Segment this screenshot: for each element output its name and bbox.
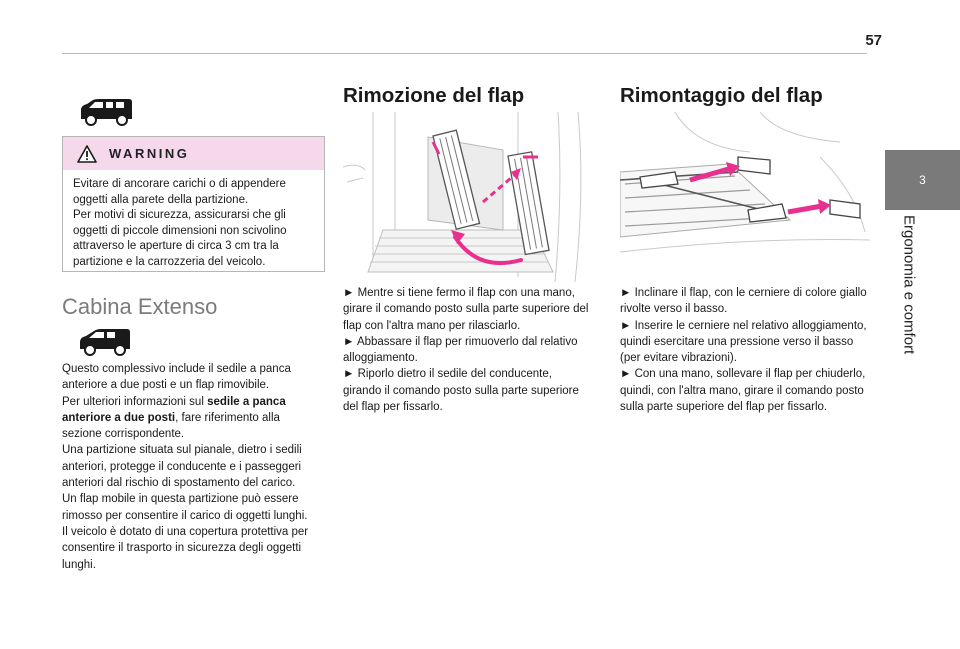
warning-line: oggetti di piccole dimensioni non scivolino [73, 224, 287, 237]
rimontaggio-line: sulla parte superiore del flap per fissarlo. [620, 401, 828, 414]
cabina-line: Un flap mobile in questa partizione può essere [62, 493, 299, 506]
warning-text [63, 170, 324, 271]
cabina-line: Una partizione situata sul pianale, dietro i sedili [62, 444, 302, 457]
rimozione-line: flap con l'altra mano per rilasciarlo. [343, 319, 521, 332]
cabina-line: consentire il trasporto in sicurezza degli oggetti [62, 542, 302, 555]
cabina-text [62, 361, 337, 573]
header-rule [62, 53, 867, 54]
cabina-line: anteriori dal rischio di spostamento del carico. [62, 477, 296, 490]
rimontaggio-line: ► Inclinare il flap, con le cerniere di colore giallo [620, 287, 867, 299]
warning-line: Per motivi di sicurezza, assicurarsi che gli [73, 209, 286, 222]
rimozione-line: girando il comando posto sulla parte superiore [343, 384, 579, 397]
warning-line: partizione e la carrozzeria del veicolo. [73, 255, 266, 268]
chapter-tab [885, 150, 960, 210]
rimontaggio-text [620, 285, 885, 415]
warning-title: WARNING [109, 146, 190, 161]
rimontaggio-line: (per evitare vibrazioni). [620, 352, 737, 365]
rimozione-line: ► Riporlo dietro il sedile del conducente, [343, 368, 552, 381]
section-title-rimontaggio: Rimontaggio del flap [620, 84, 823, 107]
cabina-bold-term: anteriore a due posti [62, 411, 176, 424]
cabina-line: rimosso per consentire il carico di oggetti lunghi. [62, 509, 308, 522]
rimozione-line: girare il comando posto sulla parte superiore del [343, 303, 589, 316]
rimontaggio-line: rivolte verso il basso. [620, 303, 728, 316]
cabina-bold-term: sedile a panca [207, 395, 286, 408]
rimozione-text [343, 285, 608, 415]
warning-line: attraverso le aperture di circa 3 cm tra la [73, 240, 279, 253]
warning-triangle-icon [77, 145, 97, 163]
warning-header [63, 137, 324, 170]
rimontaggio-line: quindi, con l'altra mano, girare il comando posto [620, 384, 864, 397]
cabina-line [62, 394, 337, 410]
warning-box [62, 136, 325, 272]
section-title-rimozione: Rimozione del flap [343, 84, 525, 107]
warning-line: oggetti alla parete della partizione. [73, 193, 249, 206]
chapter-number: 3 [919, 173, 926, 187]
section-title-cabina: Cabina Extenso [62, 294, 218, 319]
rimozione-line: del flap per fissarlo. [343, 401, 443, 414]
van-icon [77, 97, 135, 127]
cabina-line: lunghi. [62, 558, 96, 571]
rimontaggio-line: quindi esercitare una pressione verso il basso [620, 335, 854, 348]
rimontaggio-line: ► Con una mano, sollevare il flap per chiuderlo, [620, 368, 866, 381]
warning-line: Evitare di ancorare carichi o di appendere [73, 178, 286, 190]
van-icon [77, 327, 133, 357]
rimontaggio-line: ► Inserire le cerniere nel relativo alloggiamento, [620, 319, 867, 332]
rimozione-line: ► Mentre si tiene fermo il flap con una mano, [343, 287, 575, 299]
rimozione-line: alloggiamento. [343, 352, 418, 365]
cabina-line: Il veicolo è dotato di una copertura protettiva per [62, 525, 309, 538]
rimozione-line: ► Abbassare il flap per rimuoverlo dal relativo [343, 335, 578, 348]
cabina-line: anteriori, protegge il conducente e i passeggeri [62, 460, 302, 473]
cabina-line [62, 410, 337, 426]
flap-refit-illustration [620, 112, 870, 282]
cabina-line: anteriore a due posti e un flap rimovibile. [62, 379, 270, 392]
cabina-line-part: , fare riferimento alla [175, 411, 280, 424]
cabina-line: sezione corrispondente. [62, 428, 185, 441]
page-number: 57 [865, 32, 882, 49]
cabina-line-part: Per ulteriori informazioni sul [62, 395, 208, 408]
chapter-title: Ergonomia e comfort [900, 215, 918, 355]
flap-removal-illustration [343, 112, 598, 282]
cabina-line: Questo complessivo include il sedile a panca [62, 363, 291, 375]
